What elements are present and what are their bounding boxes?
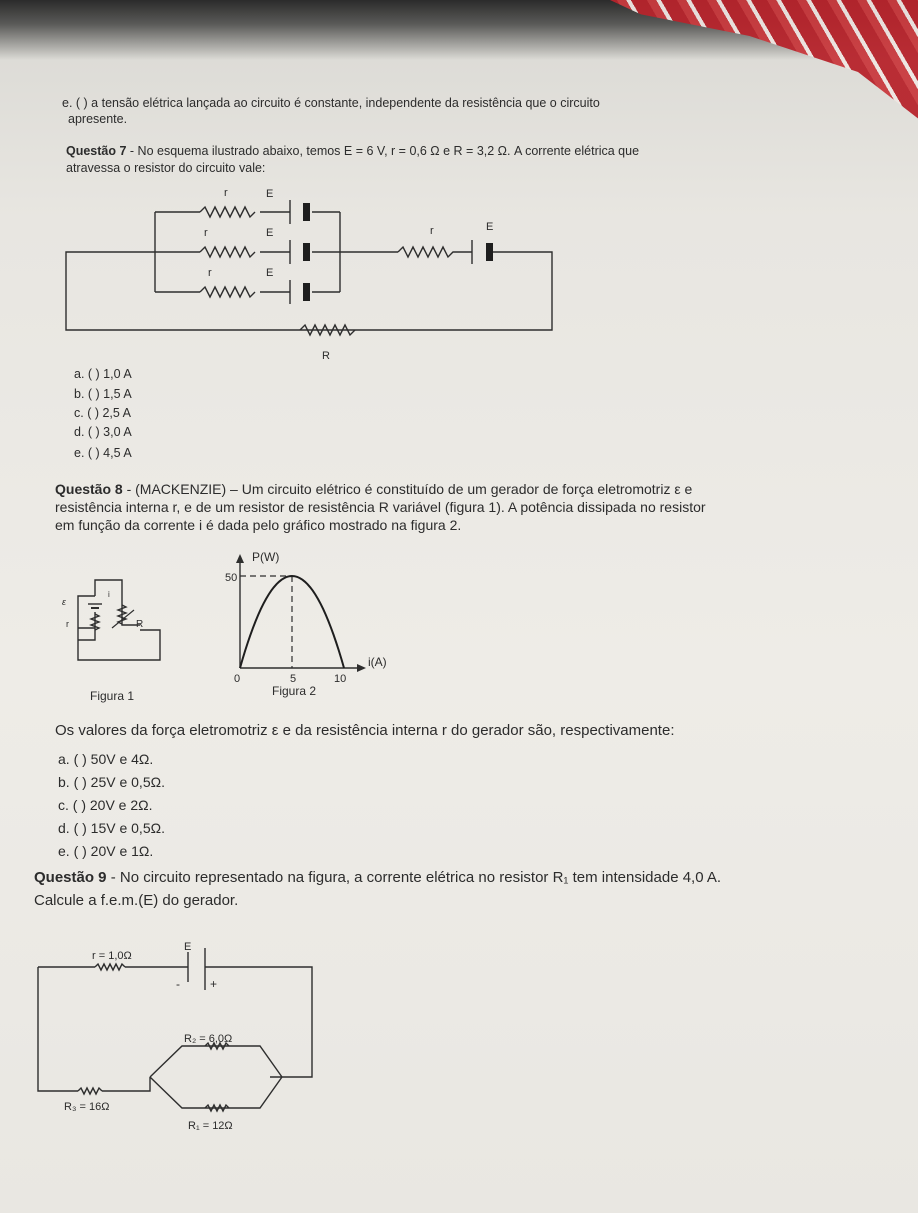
q9-internal-resistor	[95, 964, 125, 970]
q8-statement-line2: resistência interna r, e de um resistor de resistência R variável (figura 1). A potência dissipada no resistor	[55, 499, 706, 515]
q8-option-b[interactable]: b. ( ) 25V e 0,5Ω.	[58, 774, 165, 790]
q7-label-r3: r	[208, 267, 212, 279]
q7-text1: - No esquema ilustrado abaixo, temos E = 6 V, r = 0,6 Ω e R = 3,2 Ω. A corrente elétrica que	[126, 144, 640, 158]
q8-fig1-r: r	[66, 619, 69, 629]
q8-statement-line3: em função da corrente i é dada pelo gráfico mostrado na figura 2.	[55, 517, 462, 533]
q8-chart-ylabel: P(W)	[252, 550, 280, 564]
q9-label-R2: R₂ = 6,0Ω	[184, 1033, 233, 1045]
q8-fig1-eps: ε	[62, 597, 66, 607]
q8-option-d[interactable]: d. ( ) 15V e 0,5Ω.	[58, 820, 165, 836]
q8-chart-xtick-0: 0	[234, 673, 241, 685]
q7-label-r4: r	[430, 225, 434, 237]
q9-label-E: E	[184, 941, 192, 953]
q8-question-text: Os valores da força eletromotriz ε e da resistência interna r do gerador são, respectivamente:	[55, 722, 675, 739]
q9-label-plus: +	[210, 977, 218, 991]
q8-option-e[interactable]: e. ( ) 20V e 1Ω.	[58, 843, 154, 859]
q9-label: Questão 9	[34, 869, 107, 886]
q7-label-r1: r	[224, 187, 228, 199]
q8-text1: - (MACKENZIE) – Um circuito elétrico é constituído de um gerador de força eletromotriz ε e	[122, 481, 693, 497]
q8-fig1-R: R	[136, 619, 144, 630]
q7-label-E3: E	[266, 267, 274, 279]
q9-resistor-R3	[78, 1088, 102, 1094]
q8-option-c[interactable]: c. ( ) 20V e 2Ω.	[58, 797, 153, 813]
q9-label-minus: -	[176, 977, 180, 991]
q8-option-a[interactable]: a. ( ) 50V e 4Ω.	[58, 751, 154, 767]
q9-label-R1: R₁ = 12Ω	[188, 1120, 233, 1132]
q7-statement-line2: atravessa o resistor do circuito vale:	[66, 161, 266, 175]
q7-label-r2: r	[204, 227, 208, 239]
prev-item-e-line2: apresente.	[68, 112, 128, 126]
q7-option-d[interactable]: d. ( ) 3,0 A	[74, 425, 132, 439]
q7-option-a[interactable]: a. ( ) 1,0 A	[74, 367, 132, 381]
q7-label-E2: E	[266, 227, 274, 239]
q8-chart-xtick-5: 5	[290, 673, 297, 685]
prev-item-e-line1: e. ( ) a tensão elétrica lançada ao circuito é constante, independente da resistência que o circuito	[62, 96, 600, 110]
q9-wires	[38, 967, 312, 1108]
q7-label: Questão 7	[66, 144, 127, 158]
q7-label-E4: E	[486, 221, 494, 233]
q9-text1: - No circuito representado na figura, a corrente elétrica no resistor R₁ tem intensidade 4,0 A.	[106, 869, 722, 886]
q8-chart-xtick-10: 10	[334, 673, 347, 685]
q7-option-e[interactable]: e. ( ) 4,5 A	[74, 446, 132, 460]
q7-option-b[interactable]: b. ( ) 1,5 A	[74, 387, 132, 401]
q8-label: Questão 8	[55, 481, 123, 497]
q9-label-r: r = 1,0Ω	[92, 950, 132, 962]
q9-statement-line2: Calcule a f.e.m.(E) do gerador.	[34, 892, 239, 909]
q8-chart-xlabel: i(A)	[368, 655, 387, 669]
q8-fig1-caption: Figura 1	[90, 689, 135, 703]
q7-label-R: R	[322, 350, 330, 362]
q7-label-E1: E	[266, 188, 274, 200]
q7-option-c[interactable]: c. ( ) 2,5 A	[74, 406, 131, 420]
q8-fig1-i: i	[108, 590, 110, 599]
q8-fig2-caption: Figura 2	[272, 684, 317, 698]
q8-chart-ytick-50: 50	[225, 572, 238, 584]
q9-label-R3: R₃ = 16Ω	[64, 1101, 110, 1113]
